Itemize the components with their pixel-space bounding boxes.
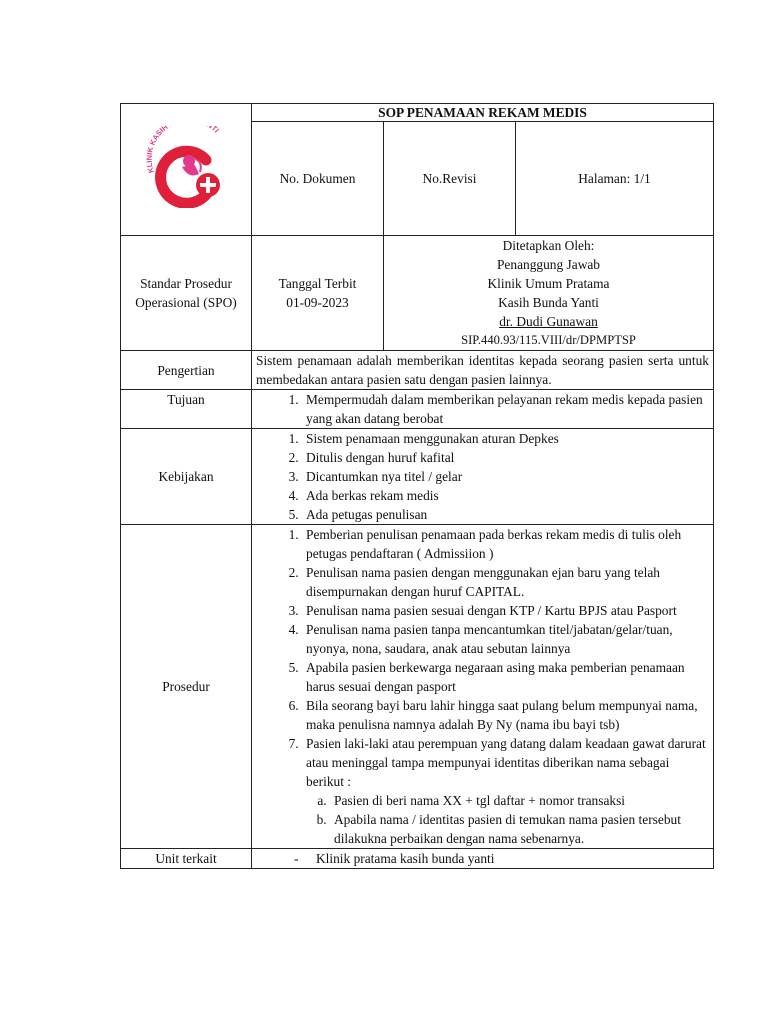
pengertian-text: Sistem penamaan adalah memberikan identitas kepada seorang pasien serta untuk membedakan antara pasien satu dengan pasien lainnya. — [252, 351, 714, 390]
pengertian-label: Pengertian — [121, 351, 252, 390]
list-item: 1. Pemberian penulisan penamaan pada berkas rekam medis di tulis oleh petugas pendaftaran ( Admissiion ) — [302, 525, 709, 563]
list-item: 2. Penulisan nama pasien dengan menggunakan ejan baru yang telah disempurnakan dengan huruf CAPITAL. — [302, 563, 709, 601]
no-revisi: No.Revisi — [384, 122, 516, 236]
list-item: 6. Bila seorang bayi baru lahir hingga saat pulang belum mempunyai nama, maka penulisna namnya adalah By Ny (nama ibu bayi tsb) — [302, 696, 709, 734]
list-item-text: Pasien laki-laki atau perempuan yang datang dalam keadaan gawat darurat atau meninggal tampa mempunyai identitas diberikan nama sebagai berikut : — [306, 736, 706, 789]
sublist-item: a. Pasien di beri nama XX + tgl daftar + nomor transaksi — [330, 791, 709, 810]
list-item: 2. Ditulis dengan huruf kafital — [302, 448, 709, 467]
list-item: 5. Ada petugas penulisan — [302, 505, 709, 524]
prosedur-cell — [252, 525, 714, 849]
no-dokumen: No. Dokumen — [252, 122, 384, 236]
signer-name: dr. Dudi Gunawan — [499, 314, 598, 329]
spo-label-line2: Operasional (SPO) — [135, 295, 237, 310]
clinic-logo — [136, 126, 236, 208]
sublist-item: b. Apabila nama / identitas pasien di temukan nama pasien tersebut dilakukna perbaikan dengan nama sebenarnya. — [330, 810, 709, 848]
unit-terkait-cell — [252, 849, 714, 869]
tanggal-terbit-value: 01-09-2023 — [286, 295, 349, 310]
list-item: 5. Apabila pasien berkewarga negaraan asing maka pemberian penamaan harus sesuai dengan pasport — [302, 658, 709, 696]
prosedur-list — [256, 525, 709, 848]
list-item: 1. Mempermudah dalam memberikan pelayanan rekam medis kepada pasien yang akan datang berobat — [302, 390, 709, 428]
ditetapkan-line: Klinik Umum Pratama — [487, 276, 610, 291]
list-item: - Klinik pratama kasih bunda yanti — [294, 849, 709, 868]
unit-terkait-list — [256, 849, 709, 868]
list-item: 4. Penulisan nama pasien tanpa mencantumkan titel/jabatan/gelar/tuan, nyonya, nona, saudara, anak atau sebutan lainnya — [302, 620, 709, 658]
ditetapkan-line: Penanggung Jawab — [496, 257, 600, 272]
kebijakan-list — [256, 429, 709, 524]
logo-cell — [121, 104, 252, 236]
tanggal-terbit-cell — [252, 236, 384, 351]
sip-number: SIP.440.93/115.VIII/dr/DPMPTSP — [461, 333, 636, 347]
sop-document — [120, 103, 713, 869]
spo-label — [121, 236, 252, 351]
list-item: 4. Ada berkas rekam medis — [302, 486, 709, 505]
ditetapkan-line: Ditetapkan Oleh: — [502, 238, 595, 253]
list-item — [302, 734, 709, 848]
kebijakan-cell — [252, 429, 714, 525]
kebijakan-label: Kebijakan — [121, 429, 252, 525]
tujuan-label: Tujuan — [121, 390, 252, 429]
ditetapkan-line: Kasih Bunda Yanti — [498, 295, 599, 310]
logo-text: KLINIK KASIH TI — [144, 126, 221, 175]
unit-terkait-label: Unit terkait — [121, 849, 252, 869]
tujuan-cell — [252, 390, 714, 429]
tujuan-list — [256, 390, 709, 428]
list-item: 3. Penulisan nama pasien sesuai dengan KTP / Kartu BPJS atau Pasport — [302, 601, 709, 620]
list-item: 1. Sistem penamaan menggunakan aturan Depkes — [302, 429, 709, 448]
halaman: Halaman: 1/1 — [516, 122, 714, 236]
prosedur-sublist — [306, 791, 709, 848]
spo-label-line1: Standar Prosedur — [140, 276, 232, 291]
ditetapkan-cell — [384, 236, 714, 351]
document-title: SOP PENAMAAN REKAM MEDIS — [252, 104, 714, 122]
sop-table — [120, 103, 714, 869]
tanggal-terbit-label: Tanggal Terbit — [278, 276, 357, 291]
list-item: 3. Dicantumkan nya titel / gelar — [302, 467, 709, 486]
prosedur-label: Prosedur — [121, 525, 252, 849]
